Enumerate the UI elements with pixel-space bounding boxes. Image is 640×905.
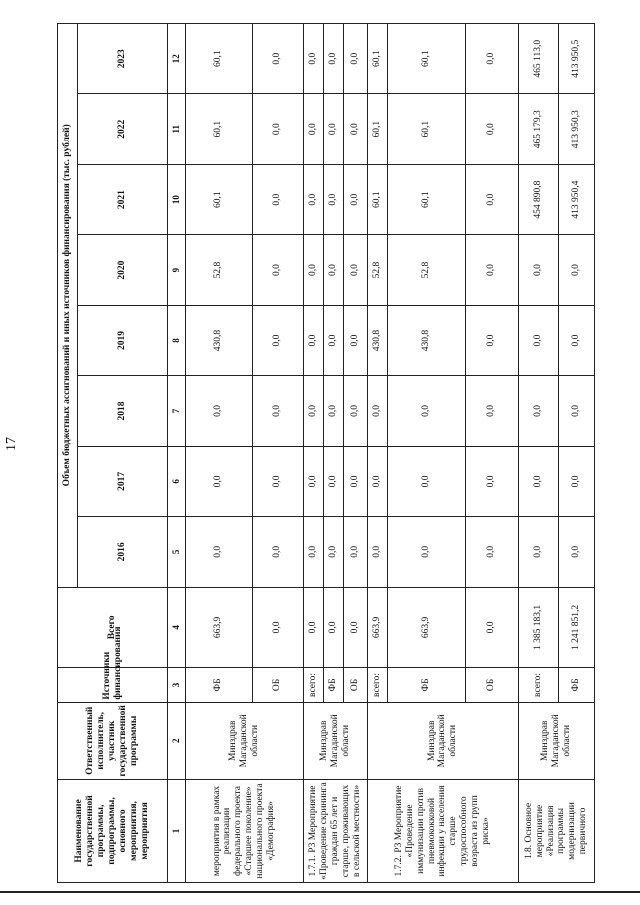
- total-value: 0,0: [343, 587, 367, 668]
- year-value: 0,0: [323, 94, 343, 164]
- year-value: 0,0: [252, 235, 303, 305]
- year-value: 0,0: [518, 305, 558, 375]
- year-value: 0,0: [367, 446, 387, 516]
- table-row: [303, 24, 323, 883]
- year-value: 0,0: [323, 446, 343, 516]
- funding-source: всего:: [303, 668, 323, 702]
- year-value: 413 950,5: [558, 24, 594, 94]
- year-value: 0,0: [186, 376, 253, 446]
- year-value: 0,0: [303, 164, 323, 234]
- header-year: 2022: [78, 94, 168, 164]
- year-value: 0,0: [303, 446, 323, 516]
- total-value: 0,0: [252, 587, 303, 668]
- year-value: 0,0: [303, 517, 323, 587]
- col-number: 3: [168, 668, 186, 702]
- col-number: 10: [168, 164, 186, 234]
- year-value: 0,0: [465, 24, 518, 94]
- header-executor: Ответственный исполнитель, участник государственной программы: [58, 702, 168, 779]
- year-value: 60,1: [186, 164, 253, 234]
- funding-source: ОБ: [465, 668, 518, 702]
- year-value: 0,0: [323, 517, 343, 587]
- year-value: 0,0: [252, 376, 303, 446]
- year-value: 0,0: [343, 446, 367, 516]
- header-name: Наименование государственной программы, подпрограммы, основного мероприятия, мероприятия: [58, 779, 168, 882]
- year-value: 0,0: [465, 376, 518, 446]
- funding-source: всего:: [367, 668, 387, 702]
- col-number: 4: [168, 587, 186, 668]
- year-value: 0,0: [323, 376, 343, 446]
- year-value: 0,0: [323, 235, 343, 305]
- year-value: 0,0: [303, 24, 323, 94]
- budget-table: [57, 23, 595, 883]
- year-value: 0,0: [465, 517, 518, 587]
- col-number: 5: [168, 517, 186, 587]
- year-value: 60,1: [387, 94, 465, 164]
- year-value: 0,0: [343, 24, 367, 94]
- executor-name: Минздрав Магаданской области: [518, 702, 594, 779]
- year-value: 0,0: [343, 305, 367, 375]
- header-year: 2017: [78, 446, 168, 516]
- year-value: 454 890,8: [518, 164, 558, 234]
- year-value: 60,1: [367, 24, 387, 94]
- year-value: 0,0: [518, 235, 558, 305]
- year-value: 60,1: [186, 24, 253, 94]
- year-value: 413 950,4: [558, 164, 594, 234]
- header-year: 2020: [78, 235, 168, 305]
- year-value: 0,0: [252, 164, 303, 234]
- year-value: 0,0: [367, 376, 387, 446]
- table-row: [367, 24, 387, 883]
- year-value: 465 113,0: [518, 24, 558, 94]
- page-number-text: 17: [4, 437, 19, 451]
- year-value: 0,0: [558, 446, 594, 516]
- year-value: 0,0: [252, 305, 303, 375]
- year-value: 0,0: [387, 446, 465, 516]
- year-value: 0,0: [518, 376, 558, 446]
- total-value: 0,0: [323, 587, 343, 668]
- year-value: 0,0: [252, 24, 303, 94]
- year-value: 0,0: [252, 94, 303, 164]
- funding-source: ФБ: [186, 668, 253, 702]
- year-value: 0,0: [343, 376, 367, 446]
- header-year: 2023: [78, 24, 168, 94]
- col-number: 1: [168, 779, 186, 882]
- year-value: 0,0: [558, 376, 594, 446]
- executor-name: Минздрав Магаданской области: [303, 702, 367, 779]
- table-row: [186, 24, 253, 883]
- year-value: 0,0: [558, 235, 594, 305]
- col-number: 8: [168, 305, 186, 375]
- year-value: 0,0: [343, 517, 367, 587]
- year-value: 0,0: [303, 235, 323, 305]
- year-value: 0,0: [186, 446, 253, 516]
- header-year: 2018: [78, 376, 168, 446]
- header-year: 2019: [78, 305, 168, 375]
- executor-name: Минздрав Магаданской области: [367, 702, 518, 779]
- year-value: 0,0: [303, 305, 323, 375]
- header-year: 2016: [78, 517, 168, 587]
- year-value: 0,0: [558, 517, 594, 587]
- year-value: 0,0: [387, 376, 465, 446]
- year-value: 0,0: [303, 376, 323, 446]
- total-value: 0,0: [303, 587, 323, 668]
- year-value: 0,0: [518, 446, 558, 516]
- funding-source: ФБ: [387, 668, 465, 702]
- header-year: 2021: [78, 164, 168, 234]
- year-value: 0,0: [186, 517, 253, 587]
- year-value: 0,0: [343, 164, 367, 234]
- year-value: 413 950,3: [558, 94, 594, 164]
- total-value: 663,9: [387, 587, 465, 668]
- year-value: 52,8: [367, 235, 387, 305]
- col-number: 2: [168, 702, 186, 779]
- col-number: 11: [168, 94, 186, 164]
- activity-name: 1.7.1. Р3 Мероприятие «Проведение скрининга граждан 65 лет и старше, проживающих в сельской местности»: [303, 779, 367, 882]
- year-value: 0,0: [252, 517, 303, 587]
- year-value: 465 179,3: [518, 94, 558, 164]
- bottom-rule: [0, 891, 640, 893]
- year-value: 430,8: [186, 305, 253, 375]
- year-value: 0,0: [303, 94, 323, 164]
- year-value: 0,0: [323, 305, 343, 375]
- activity-name: 1.8. Основное мероприятие «Реализация программы модернизации первичного: [518, 779, 594, 882]
- year-value: 52,8: [387, 235, 465, 305]
- activity-name: 1.7.2. Р3 Мероприятие «Проведение иммунизации против пневмококковой инфекции у населения старше трудоспособного возраста из групп риска»: [367, 779, 518, 882]
- year-value: 60,1: [367, 94, 387, 164]
- year-value: 0,0: [343, 235, 367, 305]
- table-row: [518, 24, 558, 883]
- budget-table-wrapper: [57, 23, 595, 883]
- year-value: 0,0: [465, 235, 518, 305]
- year-value: 60,1: [387, 24, 465, 94]
- total-value: 1 241 851,2: [558, 587, 594, 668]
- year-value: 0,0: [367, 517, 387, 587]
- year-value: 430,8: [387, 305, 465, 375]
- header-total: Всего: [58, 587, 168, 668]
- year-value: 60,1: [387, 164, 465, 234]
- total-value: 663,9: [367, 587, 387, 668]
- year-value: 430,8: [367, 305, 387, 375]
- table-body: [186, 24, 595, 883]
- year-value: 60,1: [367, 164, 387, 234]
- col-number: 12: [168, 24, 186, 94]
- year-value: 0,0: [518, 517, 558, 587]
- year-value: 0,0: [465, 164, 518, 234]
- col-number: 6: [168, 446, 186, 516]
- page-number: [0, 414, 24, 474]
- year-value: 0,0: [323, 164, 343, 234]
- year-value: 0,0: [465, 305, 518, 375]
- year-value: 60,1: [186, 94, 253, 164]
- col-number: 9: [168, 235, 186, 305]
- funding-source: ОБ: [343, 668, 367, 702]
- year-value: 0,0: [465, 94, 518, 164]
- year-value: 0,0: [252, 446, 303, 516]
- header-source: Источники финансирования: [58, 668, 168, 702]
- header-funding-group: Объем бюджетных ассигнований и иных источников финансирования (тыс. рублей): [58, 24, 78, 588]
- col-number: 7: [168, 376, 186, 446]
- total-value: 1 385 183,1: [518, 587, 558, 668]
- year-value: 0,0: [465, 446, 518, 516]
- activity-name: мероприятия в рамках реализации федерального проекта «Старшее поколение» национального проекта «Демография»: [186, 779, 304, 882]
- year-value: 52,8: [186, 235, 253, 305]
- total-value: 0,0: [465, 587, 518, 668]
- executor-name: Минздрав Магаданской области: [186, 702, 304, 779]
- funding-source: ФБ: [323, 668, 343, 702]
- year-value: 0,0: [323, 24, 343, 94]
- funding-source: ОБ: [252, 668, 303, 702]
- year-value: 0,0: [387, 517, 465, 587]
- total-value: 663,9: [186, 587, 253, 668]
- funding-source: всего:: [518, 668, 558, 702]
- year-value: 0,0: [558, 305, 594, 375]
- year-value: 0,0: [343, 94, 367, 164]
- funding-source: ФБ: [558, 668, 594, 702]
